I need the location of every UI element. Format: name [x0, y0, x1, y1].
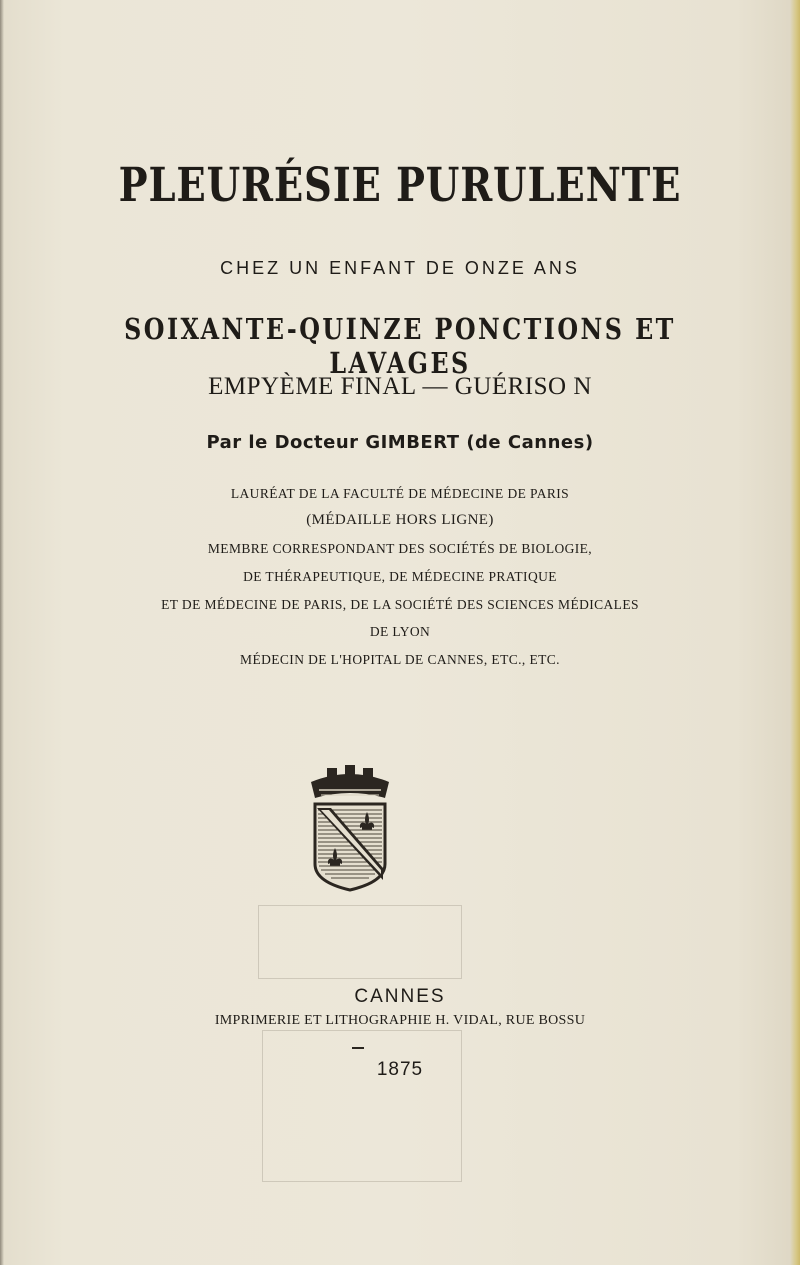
show-through-mark: [262, 1030, 462, 1182]
outcome-heading: EMPYÈME FINAL — GUÉRISO N: [208, 373, 592, 400]
credential-line: (MÉDAILLE HORS LIGNE): [306, 512, 494, 528]
show-through-mark: [258, 905, 462, 979]
publication-year: 1875: [376, 1059, 424, 1080]
book-subtitle: CHEZ UN ENFANT DE ONZE ANS: [220, 258, 580, 278]
publisher-city: CANNES: [354, 986, 446, 1007]
book-title: PLEURÉSIE PURULENTE: [118, 158, 682, 213]
credential-line: LAURÉAT DE LA FACULTÉ DE MÉDECINE DE PARIS: [230, 486, 570, 501]
credential-line: DE THÉRAPEUTIQUE, DE MÉDECINE PRATIQUE: [243, 569, 557, 584]
credential-line: DE LYON: [369, 624, 431, 639]
author-line: Par le Docteur GIMBERT (de Cannes): [206, 432, 594, 453]
coat-of-arms-icon: [305, 764, 395, 894]
credential-line: MEMBRE CORRESPONDANT DES SOCIÉTÉS DE BIOLOGIE,: [207, 541, 593, 556]
credential-line: ET DE MÉDECINE DE PARIS, DE LA SOCIÉTÉ DES SCIENCES MÉDICALES: [161, 597, 639, 612]
credential-line: MÉDECIN DE L'HOPITAL DE CANNES, ETC., ETC.: [240, 652, 560, 667]
separator-rule: [352, 1047, 364, 1049]
publisher-printer: IMPRIMERIE ET LITHOGRAPHIE H. VIDAL, RUE BOSSU: [214, 1013, 586, 1028]
procedures-heading: SOIXANTE-QUINZE PONCTIONS ET LAVAGES: [124, 312, 676, 380]
